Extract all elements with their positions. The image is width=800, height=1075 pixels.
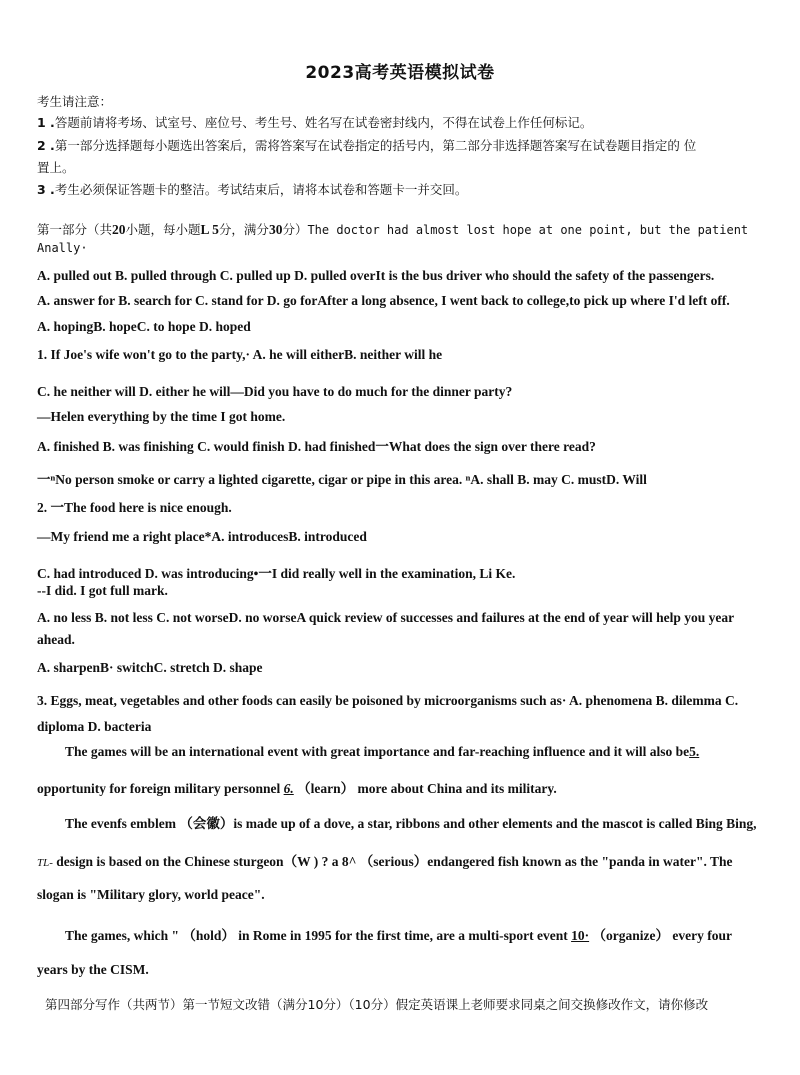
- question-line: ahead.: [37, 632, 75, 647]
- question-line: 一ⁿNo person smoke or carry a lighted cigarette, cigar or pipe in this area. ⁿA. shall B. may C. mustD. Will: [37, 472, 647, 487]
- passage-line: The games will be an international event with great importance and far-reaching influence and it will also be5.: [65, 744, 700, 759]
- question-line: A. answer for B. search for C. stand for D. go forAfter a long absence, I went back to college,to pick up where I'd left off.: [37, 293, 730, 308]
- notice-item-continuation: 置上。: [37, 160, 75, 175]
- question-line: A. hopingB. hopeC. to hope D. hoped: [37, 319, 251, 334]
- blank-5: 5.: [689, 744, 700, 759]
- page-title: 2023高考英语模拟试卷: [305, 63, 495, 83]
- question-line: —Helen everything by the time I got home.: [37, 409, 286, 424]
- blank-6: 6.: [283, 781, 294, 796]
- passage-line: years by the CISM.: [37, 962, 149, 977]
- question-line: A. no less B. not less C. not worseD. no worseA quick review of successes and failures at the end of year will help you year: [37, 610, 735, 625]
- question-line: C. he neither will D. either he will—Did you have to do much for the dinner party?: [37, 384, 513, 399]
- passage-line: TL- design is based on the Chinese sturgeon（W ) ? a 8^ （serious）endangered fish known as the "panda in water". The: [37, 854, 733, 869]
- question-line: 3. Eggs, meat, vegetables and other foods can easily be poisoned by microorganisms such as· A. phenomena B. dilemma C.: [37, 693, 739, 708]
- passage-line: The games, which " （hold） in Rome in 1995 for the first time, are a multi-sport event 10· （organize） every four: [65, 928, 732, 943]
- question-line: diploma D. bacteria: [37, 719, 152, 734]
- notice-item: 2 .第一部分选择题每小题选出答案后，需将答案写在试卷指定的括号内，第二部分非选择题答案写在试卷题目指定的 位: [37, 138, 697, 153]
- question-line: C. had introduced D. was introducing•一I did really well in the examination, Li Ke.: [37, 566, 516, 581]
- question-line: —My friend me a right place*A. introducesB. introduced: [37, 529, 367, 544]
- question-continuation: Anally·: [37, 241, 88, 255]
- passage-line: The evenfs emblem （会徽）is made up of a dove, a star, ribbons and other elements and the mascot is called Bing Bing,: [65, 816, 757, 831]
- passage-line: opportunity for foreign military personnel 6. （learn） more about China and its military.: [37, 781, 557, 796]
- notice-heading: 考生请注意：: [37, 94, 113, 109]
- blank-10: 10·: [571, 928, 590, 943]
- part4-heading: 第四部分写作（共两节）第一节短文改错（满分10分）（10分）假定英语课上老师要求同桌之间交换修改作文，请你修改: [45, 997, 709, 1012]
- question-line: A. sharpenB· switchC. stretch D. shape: [37, 660, 263, 675]
- question-line: A. finished B. was finishing C. would finish D. had finished一What does the sign over there read?: [37, 439, 596, 454]
- notice-item: 1 .答题前请将考场、试室号、座位号、考生号、姓名写在试卷密封线内，不得在试卷上作任何标记。: [37, 115, 593, 130]
- passage-line: slogan is "Military glory, world peace".: [37, 887, 265, 902]
- notice-item: 3 .考生必须保证答题卡的整洁。考试结束后，请将本试卷和答题卡一并交回。: [37, 182, 468, 197]
- question-line: 1. If Joe's wife won't go to the party,· A. he will eitherB. neither will he: [37, 347, 443, 362]
- question-line: 2. 一The food here is nice enough.: [37, 500, 232, 515]
- part1-heading: 第一部分（共20小题，每小题L 5分，满分30分）The doctor had almost lost hope at one point, but the patient: [37, 222, 749, 237]
- question-line: A. pulled out B. pulled through C. pulled up D. pulled overIt is the bus driver who should the safety of the passengers.: [37, 268, 715, 283]
- question-line: --I did. I got full mark.: [37, 583, 168, 598]
